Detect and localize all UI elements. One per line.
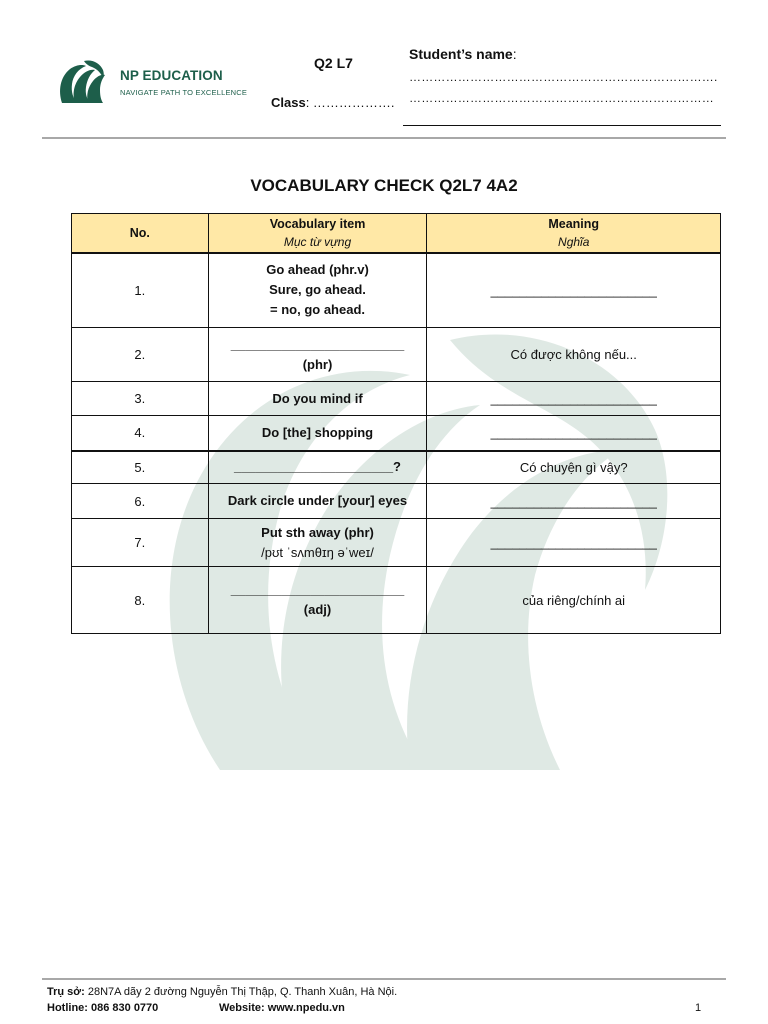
item-line: Sure, go ahead. [269,282,366,298]
meaning-text: của riêng/chính ai [427,567,721,634]
table-row [72,328,721,382]
item-line: Go ahead (phr.v) [266,262,369,278]
table-row [72,519,721,567]
header-item-sub: Mục từ vựng [283,234,352,249]
item-blank[interactable]: ________________________ [230,336,405,352]
meaning-text: Có chuyện gì vậy? [427,451,721,484]
student-name-line-2[interactable]: ………………………………………………………………… [409,91,714,105]
table-row [72,567,721,634]
row-number: 6. [72,484,209,519]
item-blank[interactable]: ______________________? [234,459,402,475]
table-row [72,253,721,328]
row-number: 8. [72,567,209,634]
class-label: Class [271,95,306,110]
footer-divider [42,978,726,980]
meaning-blank[interactable]: _______________________ [427,382,721,416]
item-line: Dark circle under [your] eyes [227,493,408,508]
student-name-label-row [409,46,517,62]
vocabulary-item[interactable] [208,567,427,634]
student-name-line-1[interactable]: …………………………………………………………………. [409,70,718,84]
row-number: 2. [72,328,209,382]
logo-tagline: NAVIGATE PATH TO EXCELLENCE [120,87,248,97]
student-name-rule [403,125,721,126]
vocabulary-item [208,416,427,451]
header-item-label: Vocabulary item [269,216,366,231]
np-education-logo-icon [58,59,106,105]
table-row [72,451,721,484]
vocabulary-item [208,253,427,328]
row-number: 1. [72,253,209,328]
lesson-code: Q2 L7 [314,55,353,71]
meaning-blank[interactable]: _______________________ [427,416,721,451]
meaning-blank[interactable]: _______________________ [427,253,721,328]
vocabulary-item [208,484,427,519]
table-row [72,484,721,519]
item-line: Do [the] shopping [261,424,374,440]
brand-logo [58,59,247,105]
logo-title: NP EDUCATION [120,67,223,83]
vocabulary-item [208,382,427,416]
address-label: Trụ sở: [47,986,85,998]
header-divider [42,137,726,139]
table-row [72,416,721,451]
header-meaning [427,214,721,253]
footer-address [47,986,397,998]
address-text: 28N7A dãy 2 đường Nguyễn Thị Thập, Q. Thanh Xuân, Hà Nội. [84,986,398,998]
header-no: No. [72,214,209,253]
meaning-text: Có được không nếu... [427,328,721,382]
item-line: (phr) [302,356,333,372]
header-meaning-label: Meaning [548,216,600,231]
vocabulary-table [71,213,721,634]
table-header-row [72,214,721,253]
class-value: : ………………. [305,95,395,110]
student-name-colon: : [512,46,517,62]
item-line: Put sth away (phr) [261,524,374,540]
row-number: 4. [72,416,209,451]
vocabulary-item[interactable] [208,451,427,484]
meaning-blank[interactable]: _______________________ [427,484,721,519]
row-number: 3. [72,382,209,416]
page-number: 1 [695,1002,702,1014]
item-blank[interactable]: ________________________ [230,582,405,597]
table-row [72,382,721,416]
footer-website[interactable] [219,1002,345,1014]
footer-hotline [47,1002,158,1014]
item-line: (adj) [303,602,332,617]
website-text[interactable]: Website: www.npedu.vn [219,1002,345,1014]
class-field[interactable] [271,95,395,110]
row-number: 7. [72,519,209,567]
vocabulary-item [208,519,427,567]
item-line: = no, go ahead. [270,302,366,318]
hotline-text: Hotline: 086 830 0770 [47,1002,159,1014]
vocabulary-item[interactable] [208,328,427,382]
student-name-label: Student’s name [409,46,513,62]
item-line: Do you mind if [272,390,363,406]
item-pronunciation: /pʊt ˈsʌmθɪŋ əˈweɪ/ [261,544,374,560]
header-meaning-sub: Nghĩa [558,234,590,249]
meaning-blank[interactable]: _______________________ [427,519,721,567]
header-vocabulary-item [208,214,427,253]
row-number: 5. [72,451,209,484]
page-title: VOCABULARY CHECK Q2L7 4A2 [250,176,518,195]
